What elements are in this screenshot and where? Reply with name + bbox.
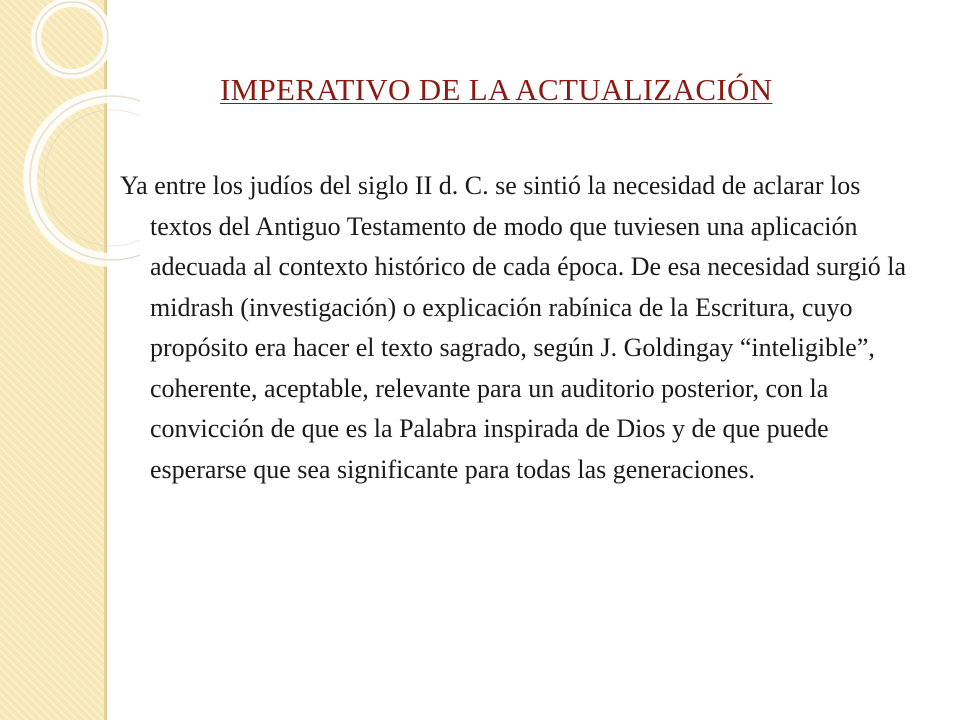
body-paragraph: Ya entre los judíos del siglo II d. C. se sintió la necesidad de aclarar los textos del Antiguo Testamento de modo que tuviesen una aplicación adecuada al contexto histórico de cada época. De esa necesidad surgió la midrash (investigación) o explicación rabínica de la Escritura, cuyo propósito era hacer el texto sagrado, según J. Goldingay “inteligible”, coherente, aceptable, relevante para un auditorio posterior, con la convicción de que es la Palabra inspirada de Dios y de que puede esperarse que sea significante para todas las generaciones.	[120, 171, 907, 484]
decorative-side-panel	[0, 0, 106, 720]
slide-body	[120, 166, 910, 490]
side-panel-divider	[106, 0, 107, 720]
slide-title: IMPERATIVO DE LA ACTUALIZACIÓN	[220, 72, 773, 107]
